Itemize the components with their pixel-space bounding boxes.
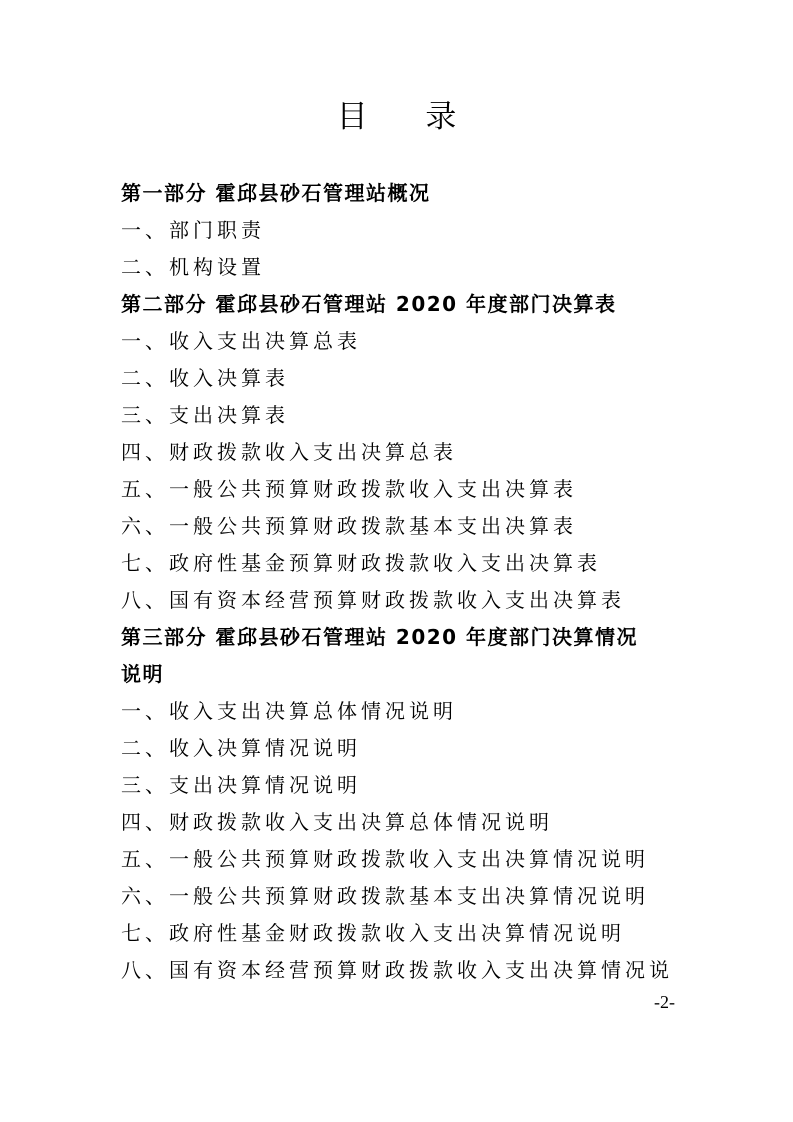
toc-item[interactable]: 三、支出决算表 [121,403,289,427]
toc-part-heading-3-continued[interactable]: 说明 [121,662,164,686]
toc-item[interactable]: 五、一般公共预算财政拨款收入支出决算表 [121,477,577,501]
toc-part-heading-1[interactable]: 第一部分 霍邱县砂石管理站概况 [121,181,431,205]
toc-item[interactable]: 四、财政拨款收入支出决算总表 [121,440,457,464]
table-of-contents [121,175,681,989]
toc-item[interactable]: 五、一般公共预算财政拨款收入支出决算情况说明 [121,847,649,871]
toc-item[interactable]: 一、部门职责 [121,218,265,242]
toc-item[interactable]: 八、国有资本经营预算财政拨款收入支出决算表 [121,588,625,612]
toc-item[interactable]: 一、收入支出决算总表 [121,329,361,353]
toc-item[interactable]: 六、一般公共预算财政拨款基本支出决算表 [121,514,577,538]
page-number: -2- [654,992,675,1012]
toc-part-heading-3[interactable]: 第三部分 霍邱县砂石管理站 2020 年度部门决算情况 [121,625,639,649]
toc-item[interactable]: 四、财政拨款收入支出决算总体情况说明 [121,810,553,834]
toc-item[interactable]: 七、政府性基金预算财政拨款收入支出决算表 [121,551,601,575]
toc-item[interactable]: 二、收入决算表 [121,366,289,390]
toc-item[interactable]: 七、政府性基金财政拨款收入支出决算情况说明 [121,921,625,945]
toc-part-heading-2[interactable]: 第二部分 霍邱县砂石管理站 2020 年度部门决算表 [121,292,617,316]
toc-item[interactable]: 六、一般公共预算财政拨款基本支出决算情况说明 [121,884,649,908]
page-title: 目 录 [336,99,481,135]
toc-item[interactable]: 八、国有资本经营预算财政拨款收入支出决算情况说 [121,958,673,982]
toc-item[interactable]: 二、收入决算情况说明 [121,736,361,760]
toc-item[interactable]: 二、机构设置 [121,255,265,279]
toc-item[interactable]: 三、支出决算情况说明 [121,773,361,797]
toc-item[interactable]: 一、收入支出决算总体情况说明 [121,699,457,723]
